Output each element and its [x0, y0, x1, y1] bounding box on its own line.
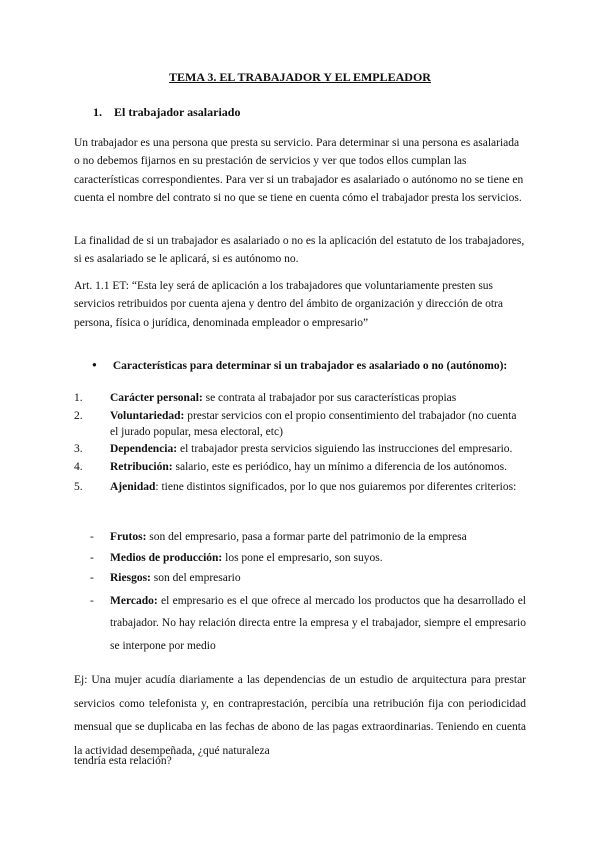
paragraph-article: Art. 1.1 ET: “Esta ley será de aplicación a los trabajadores que voluntariamente presten sus servicios retribuidos por cuenta ajena y dentro del ámbito de organización y dirección de otra persona, física o jurídica, denominada empleador o empresario”	[74, 280, 503, 329]
characteristics-list	[74, 391, 526, 499]
list-item: 2. Voluntariedad: prestar servicios con el propio consentimiento del trabajador (no cuenta el jurado popular, mesa electoral, etc)	[74, 409, 517, 438]
list-item: - Riesgos: son del empresario	[90, 572, 241, 584]
section-title: El trabajador asalariado	[114, 105, 241, 119]
section-number: 1.	[93, 105, 102, 119]
list-item: - Medios de producción: los pone el empresario, son suyos.	[90, 551, 383, 564]
section-heading	[93, 105, 240, 120]
list-item: - Frutos: son del empresario, pasa a formar parte del patrimonio de la empresa	[90, 531, 467, 543]
list-item: 5. Ajenidad: tiene distintos significados, por lo que nos guiaremos por diferentes criterios:	[74, 480, 517, 493]
page-title: TEMA 3. EL TRABAJADOR Y EL EMPLEADOR	[169, 70, 431, 84]
bullet-icon: ●	[92, 360, 97, 369]
list-item: 1. Carácter personal: se contrata al trabajador por sus características propias	[74, 392, 457, 404]
example-last-line: tendría esta relación?	[74, 755, 172, 767]
paragraph-definition: Un trabajador es una persona que presta su servicio. Para determinar si una persona es asalariada o no debemos fijarnos en su prestación de servicios y ver que todos ellos cumplan las características correspondientes. Para ver si un trabajador es asalariado o autónomo no se tiene en cuenta el nombre del contrato si no que se tiene en cuenta cómo el trabajador presta los servicios.	[74, 137, 524, 204]
characteristics-heading-text: Características para determinar si un trabajador es asalariado o no (autónomo):	[112, 360, 508, 372]
list-item: 4. Retribución: salario, este es periódico, hay un mínimo a diferencia de los autónomos.	[74, 461, 507, 474]
example-paragraph: Ej: Una mujer acudía diariamente a las dependencias de un estudio de arquitectura para prestar servicios como telefonista y, en contraprestación, percibía una retribución fija con periodicidad mensual que se duplicaba en las fechas de abono de las pagas extraordinarias. Teniendo en cuenta la actividad desempeñada, ¿qué naturaleza	[74, 674, 526, 757]
characteristics-heading	[92, 360, 532, 372]
list-item: - Mercado: el empresario es el que ofrece al mercado los productos que ha desarrollado el trabajador. No hay relación directa entre la empresa y el trabajador, siempre el empresario se interpone por medio	[90, 594, 526, 652]
ajenidad-criteria-list	[74, 528, 526, 658]
list-item: 3. Dependencia: el trabajador presta servicios siguiendo las instrucciones del empresario.	[74, 443, 513, 456]
paragraph-purpose: La finalidad de si un trabajador es asalariado o no es la aplicación del estatuto de los trabajadores, si es asalariado se le aplicará, si es autónomo no.	[74, 235, 525, 266]
